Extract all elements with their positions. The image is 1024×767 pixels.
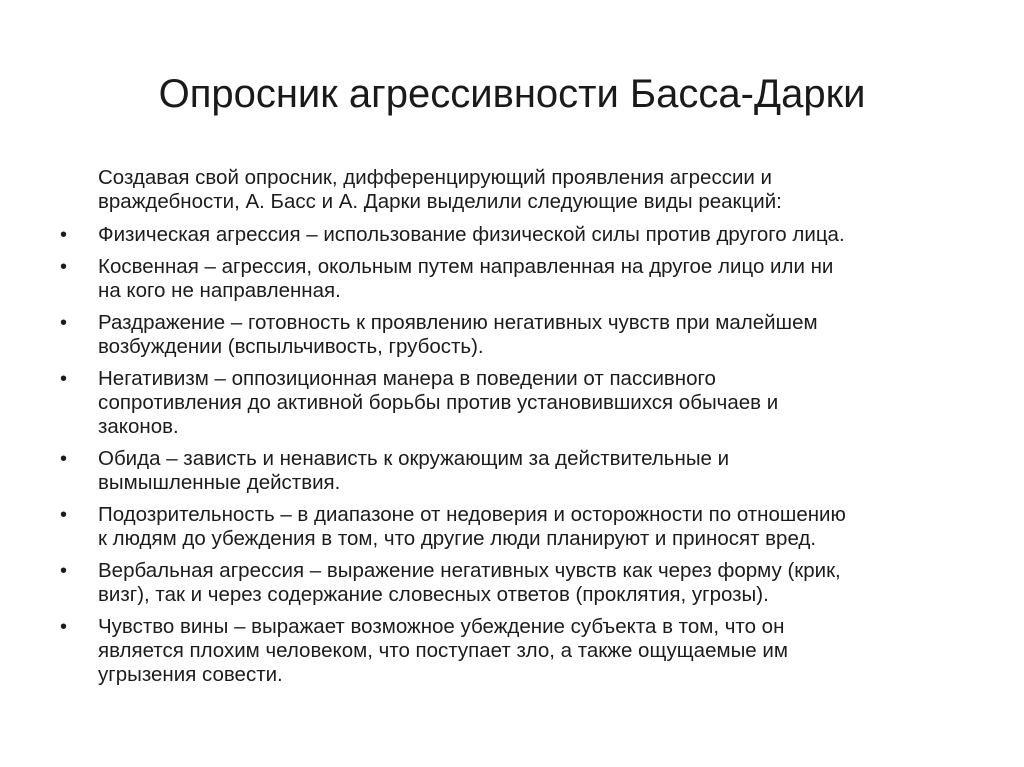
intro-paragraph: Создавая свой опросник, дифференцирующий проявления агрессии и враждебности, А. Басс и А. Дарки выделили следующие виды реакций: [98, 166, 782, 213]
list-item [0, 223, 1024, 247]
bullet-dot-icon: • [60, 560, 68, 582]
list-item [0, 447, 1024, 495]
bullet-dot-icon: • [60, 224, 68, 246]
bullet-text: Физическая агрессия – использование физической силы против другого лица. [98, 223, 845, 246]
list-item [0, 255, 1024, 303]
list-item [0, 503, 1024, 551]
bullet-text: Чувство вины – выражает возможное убеждение субъекта в том, что он является плохим человеком, что поступает зло, а также ощущаемые им угрызения совести. [98, 615, 788, 686]
bullet-dot-icon: • [60, 256, 68, 278]
bullet-text: Косвенная – агрессия, окольным путем направленная на другое лицо или ни на кого не направленная. [98, 255, 834, 302]
list-item [0, 559, 1024, 607]
bullet-text: Подозрительность – в диапазоне от недоверия и осторожности по отношению к людям до убеждения в том, что другие люди планируют и приносят вред. [98, 503, 846, 550]
slide-title: Опросник агрессивности Басса-Дарки [158, 72, 866, 116]
bullet-dot-icon: • [60, 368, 68, 390]
bullet-dot-icon: • [60, 448, 68, 470]
bullet-dot-icon: • [60, 312, 68, 334]
bullet-dot-icon: • [60, 504, 68, 526]
list-item [0, 311, 1024, 359]
bullet-text: Обида – зависть и ненависть к окружающим за действительные и вымышленные действия. [98, 447, 730, 494]
bullet-text: Вербальная агрессия – выражение негативных чувств как через форму (крик, визг), так и через содержание словесных ответов (проклятия, угрозы). [98, 559, 841, 606]
bullet-dot-icon: • [60, 616, 68, 638]
list-item [0, 367, 1024, 439]
bullet-list [0, 223, 1024, 695]
bullet-text: Раздражение – готовность к проявлению негативных чувств при малейшем возбуждении (вспыльчивость, грубость). [98, 311, 818, 358]
list-item [0, 615, 1024, 687]
bullet-text: Негативизм – оппозиционная манера в поведении от пассивного сопротивления до активной борьбы против установившихся обычаев и законов. [98, 367, 779, 438]
